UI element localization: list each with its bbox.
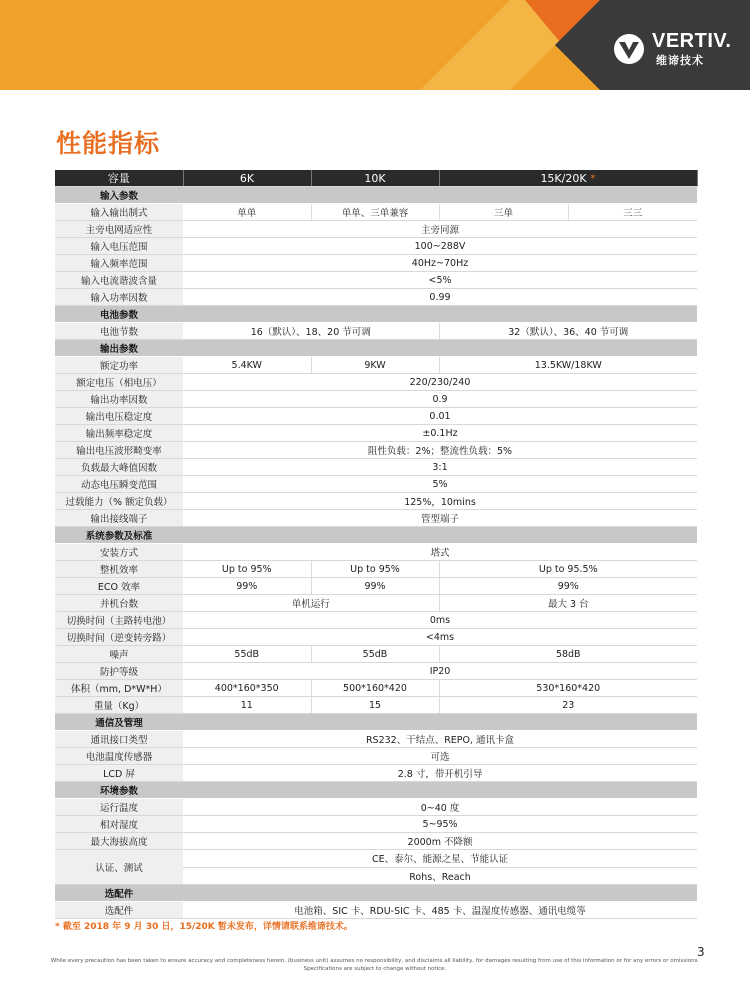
row-label: 输出电压稳定度 xyxy=(55,408,183,425)
row-label: 输入输出制式 xyxy=(55,204,183,221)
table-cell: Up to 95% xyxy=(183,561,311,578)
row-label: 电池温度传感器 xyxy=(55,748,183,765)
table-row xyxy=(55,612,697,629)
table-cell: 500*160*420 xyxy=(311,680,439,697)
disclaimer xyxy=(0,957,750,973)
table-cell: Rohs、Reach xyxy=(183,867,697,885)
table-cell: 2000m 不降额 xyxy=(183,833,697,850)
disclaimer-line-1: While every precaution has been taken to ensure accuracy and completeness herein, (business unit) assumes no responsibility, and disclaims all liability, for damages resulting from use of this information or for any errors or omissions. xyxy=(50,958,700,964)
table-row xyxy=(55,510,697,527)
row-label: 切换时间（逆变转旁路） xyxy=(55,629,183,646)
row-label: 安装方式 xyxy=(55,544,183,561)
page-title: 性能指标 xyxy=(56,129,161,158)
table-cell: 最大 3 台 xyxy=(439,595,697,612)
row-label: 通讯接口类型 xyxy=(55,731,183,748)
table-row xyxy=(55,442,697,459)
table-cell: <5% xyxy=(183,272,697,289)
section-row xyxy=(55,782,697,799)
row-label: 噪声 xyxy=(55,646,183,663)
table-cell: 530*160*420 xyxy=(439,680,697,697)
table-row xyxy=(55,357,697,374)
row-label: 主旁电网适应性 xyxy=(55,221,183,238)
section-battery: 电池参数 xyxy=(55,306,183,323)
table-row xyxy=(55,561,697,578)
table-cell: RS232、干结点、REPO, 通讯卡盒 xyxy=(183,731,697,748)
table-cell: IP20 xyxy=(183,663,697,680)
table-row xyxy=(55,748,697,765)
table-cell: 阻性负载：2%；整流性负载：5% xyxy=(183,442,697,459)
table-cell: 99% xyxy=(439,578,697,595)
row-label: 并机台数 xyxy=(55,595,183,612)
table-cell: 99% xyxy=(183,578,311,595)
table-cell: 58dB xyxy=(439,646,697,663)
row-label: 防护等级 xyxy=(55,663,183,680)
section-input: 输入参数 xyxy=(55,187,183,204)
row-label: 输出功率因数 xyxy=(55,391,183,408)
row-label: 运行温度 xyxy=(55,799,183,816)
table-cell: 三三 xyxy=(568,204,697,221)
table-cell: CE、泰尔、能源之星、节能认证 xyxy=(183,850,697,868)
table-cell: 电池箱、SIC 卡、RDU-SIC 卡、485 卡、温湿度传感器、通讯电缆等 xyxy=(183,902,697,919)
row-label: 负载最大峰值因数 xyxy=(55,459,183,476)
disclaimer-line-2: Specifications are subject to change without notice. xyxy=(303,966,447,972)
page-number: 3 xyxy=(697,945,705,959)
row-label: 输入频率范围 xyxy=(55,255,183,272)
table-cell: 40Hz~70Hz xyxy=(183,255,697,272)
table-cell: 0.01 xyxy=(183,408,697,425)
section-row xyxy=(55,187,697,204)
table-row xyxy=(55,578,697,595)
table-row xyxy=(55,833,697,850)
vertiv-logo xyxy=(612,30,742,66)
table-row xyxy=(55,323,697,340)
table-row xyxy=(55,493,697,510)
table-cell xyxy=(183,306,697,323)
table-row xyxy=(55,799,697,816)
row-label: 相对湿度 xyxy=(55,816,183,833)
section-row xyxy=(55,527,697,544)
header-15k-20k-label: 15K/20K xyxy=(540,171,587,185)
table-row xyxy=(55,816,697,833)
table-cell: 55dB xyxy=(311,646,439,663)
row-label: 电池节数 xyxy=(55,323,183,340)
row-label: 选配件 xyxy=(55,902,183,919)
table-cell xyxy=(183,527,697,544)
table-cell: 管型端子 xyxy=(183,510,697,527)
table-row xyxy=(55,731,697,748)
table-cell: 55dB xyxy=(183,646,311,663)
table-cell: 0.9 xyxy=(183,391,697,408)
section-env: 环境参数 xyxy=(55,782,183,799)
brand-name: VERTIV. xyxy=(652,30,732,52)
table-row xyxy=(55,272,697,289)
row-label: 切换时间（主路转电池） xyxy=(55,612,183,629)
table-cell: ±0.1Hz xyxy=(183,425,697,442)
header-star: * xyxy=(590,171,596,185)
table-cell: 9KW xyxy=(311,357,439,374)
footnote: * 截至 2018 年 9 月 30 日，15/20K 暂未发布，详情请联系维谛技术。 xyxy=(55,922,353,932)
row-label: 动态电压瞬变范围 xyxy=(55,476,183,493)
table-row xyxy=(55,697,697,714)
section-options: 选配件 xyxy=(55,885,183,902)
table-row xyxy=(55,680,697,697)
table-row xyxy=(55,544,697,561)
section-row xyxy=(55,885,697,902)
table-cell: 单机运行 xyxy=(183,595,439,612)
table-row xyxy=(55,646,697,663)
table-cell: 2.8 寸，带开机引导 xyxy=(183,765,697,782)
table-row xyxy=(55,629,697,646)
table-cell: 99% xyxy=(311,578,439,595)
table-row xyxy=(55,425,697,442)
table-row xyxy=(55,204,697,221)
row-label: LCD 屏 xyxy=(55,765,183,782)
table-cell: 125%，10mins xyxy=(183,493,697,510)
table-cell: 220/230/240 xyxy=(183,374,697,391)
table-cell: 5.4KW xyxy=(183,357,311,374)
row-label: 输入功率因数 xyxy=(55,289,183,306)
table-cell: 0~40 度 xyxy=(183,799,697,816)
row-label: 输出频率稳定度 xyxy=(55,425,183,442)
table-cell: Up to 95% xyxy=(311,561,439,578)
table-cell: 塔式 xyxy=(183,544,697,561)
table-cell: 3:1 xyxy=(183,459,697,476)
table-cell: <4ms xyxy=(183,629,697,646)
table-cell: 单单 xyxy=(183,204,311,221)
row-label: 输入电压范围 xyxy=(55,238,183,255)
table-cell: 13.5KW/18KW xyxy=(439,357,697,374)
row-label: 整机效率 xyxy=(55,561,183,578)
table-row xyxy=(55,595,697,612)
table-cell: 0ms xyxy=(183,612,697,629)
table-cell: 单单、三单兼容 xyxy=(311,204,439,221)
row-label: 最大海拔高度 xyxy=(55,833,183,850)
table-row xyxy=(55,765,697,782)
row-label: ECO 效率 xyxy=(55,578,183,595)
table-row xyxy=(55,902,697,919)
table-cell: 15 xyxy=(311,697,439,714)
row-label: 输出电压波形畸变率 xyxy=(55,442,183,459)
table-cell: 32（默认）、36、40 节可调 xyxy=(439,323,697,340)
table-row xyxy=(55,850,697,868)
table-cell: 400*160*350 xyxy=(183,680,311,697)
table-row xyxy=(55,238,697,255)
table-row xyxy=(55,391,697,408)
table-cell: 5% xyxy=(183,476,697,493)
row-label: 过载能力（% 额定负载） xyxy=(55,493,183,510)
table-row xyxy=(55,255,697,272)
table-row xyxy=(55,663,697,680)
table-row xyxy=(55,476,697,493)
table-cell: 100~288V xyxy=(183,238,697,255)
table-cell xyxy=(183,714,697,731)
row-label: 额定电压（相电压） xyxy=(55,374,183,391)
table-cell: 11 xyxy=(183,697,311,714)
table-cell xyxy=(183,187,697,204)
table-row xyxy=(55,408,697,425)
header-10k: 10K xyxy=(311,170,439,187)
section-row xyxy=(55,306,697,323)
spec-table xyxy=(55,170,698,919)
vertiv-chevron-logo-icon xyxy=(612,32,646,66)
table-cell xyxy=(183,340,697,357)
table-cell xyxy=(183,782,697,799)
row-label: 输入电流谐波含量 xyxy=(55,272,183,289)
row-label: 重量（Kg） xyxy=(55,697,183,714)
table-cell: 三单 xyxy=(439,204,568,221)
section-row xyxy=(55,340,697,357)
brand-name-cn: 维谛技术 xyxy=(656,54,704,67)
row-label: 认证、测试 xyxy=(55,850,183,885)
header-capacity: 容量 xyxy=(55,170,183,187)
header-6k: 6K xyxy=(183,170,311,187)
table-row xyxy=(55,221,697,238)
table-row xyxy=(55,289,697,306)
table-row xyxy=(55,459,697,476)
table-cell: 23 xyxy=(439,697,697,714)
header-15k-20k xyxy=(439,170,697,187)
table-cell: 可选 xyxy=(183,748,697,765)
table-cell xyxy=(183,885,697,902)
section-comm: 通信及管理 xyxy=(55,714,183,731)
table-cell: 0.99 xyxy=(183,289,697,306)
table-cell: 主旁同源 xyxy=(183,221,697,238)
table-header-row xyxy=(55,170,697,187)
section-row xyxy=(55,714,697,731)
table-row xyxy=(55,374,697,391)
table-cell: Up to 95.5% xyxy=(439,561,697,578)
section-system: 系统参数及标准 xyxy=(55,527,183,544)
row-label: 体积（mm, D*W*H） xyxy=(55,680,183,697)
table-cell: 5~95% xyxy=(183,816,697,833)
row-label: 输出接线端子 xyxy=(55,510,183,527)
section-output: 输出参数 xyxy=(55,340,183,357)
table-cell: 16（默认）、18、20 节可调 xyxy=(183,323,439,340)
row-label: 额定功率 xyxy=(55,357,183,374)
